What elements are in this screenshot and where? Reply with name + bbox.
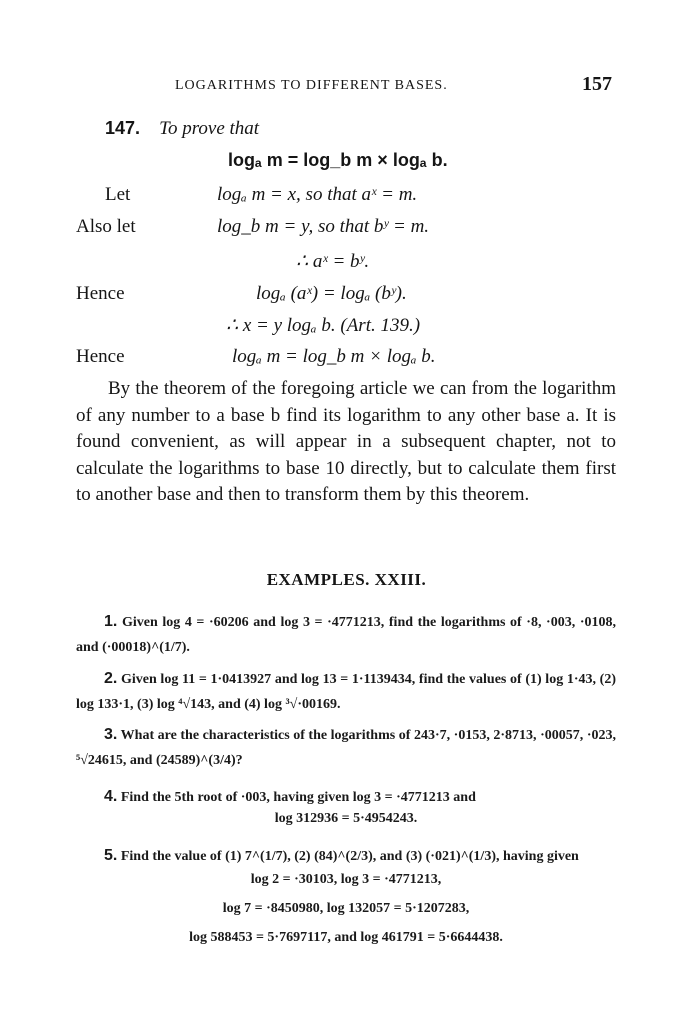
page-header xyxy=(0,73,693,100)
example-5-given-1: log 2 = ·30103, log 3 = ·4771213, xyxy=(250,872,442,887)
proof-label-1: Let xyxy=(105,184,131,205)
examples-heading: EXAMPLES. XXIII. xyxy=(266,570,427,589)
example-number: 3. xyxy=(104,726,118,743)
theorem-text: logₐ m = log_b m × logₐ b. xyxy=(228,150,448,170)
example-text: Find the 5th root of ·003, having given log 3 = ·4771213 and xyxy=(120,790,476,805)
example-text: Find the value of (1) 7^(1/7), (2) (84)^(2/3), and (3) (·021)^(1/3), having given xyxy=(120,849,579,864)
proof-label-6: Hence xyxy=(76,346,125,367)
proof-math-4: logₐ (aˣ) = logₐ (bʸ). xyxy=(256,283,407,304)
article-intro: To prove that xyxy=(159,118,260,139)
proof-label-4: Hence xyxy=(76,283,125,304)
example-5-given-2: log 7 = ·8450980, log 132057 = 5·1207283, xyxy=(222,901,470,916)
proof-math-2: log_b m = y, so that bʸ = m. xyxy=(217,216,430,237)
article-number: 147. xyxy=(105,118,141,138)
example-text: Given log 11 = 1·0413927 and log 13 = 1·1139434, find the values of (1) log 1·43, (2) log 133·1, (3) log ⁴√143, and (4) log ³√·00169. xyxy=(76,672,616,712)
proof-math-6: logₐ m = log_b m × logₐ b. xyxy=(232,346,436,367)
theorem-statement xyxy=(228,150,448,171)
article-heading xyxy=(105,118,259,140)
body-paragraph: By the theorem of the foregoing article we can from the logarithm of any number to a base b find its logarithm to any other base a. It is found convenient, as will appear in a subsequent chapter, not to calculate the logarithms to base 10 directly, but to calculate them first to another base and then to transform them by this theorem. xyxy=(76,378,616,505)
example-number: 5. xyxy=(104,847,118,864)
proof-math-1: logₐ m = x, so that aˣ = m. xyxy=(217,184,418,205)
example-number: 2. xyxy=(104,670,118,687)
example-number: 1. xyxy=(104,613,118,630)
proof-math-5: ∴ x = y logₐ b. (Art. 139.) xyxy=(226,315,421,336)
proof-label-2: Also let xyxy=(76,216,136,237)
example-item xyxy=(76,609,616,660)
page-number: 157 xyxy=(582,73,612,95)
example-4-continuation: log 312936 = 5·4954243. xyxy=(274,811,418,826)
example-text: Given log 4 = ·60206 and log 3 = ·4771213, find the logarithms of ·8, ·003, ·0108, and (·00018)^(1/7). xyxy=(76,615,617,655)
example-item xyxy=(76,843,616,869)
example-item xyxy=(76,722,616,773)
example-number: 4. xyxy=(104,788,118,805)
example-5-given-3: log 588453 = 5·7697117, and log 461791 = 5·6644438. xyxy=(189,930,503,945)
example-item xyxy=(76,784,616,810)
proof-math-3: ∴ aˣ = bʸ. xyxy=(296,251,370,272)
example-item xyxy=(76,666,616,717)
running-title: LOGARITHMS TO DIFFERENT BASES. xyxy=(175,78,448,93)
example-text: What are the characteristics of the logarithms of 243·7, ·0153, 2·8713, ·00057, ·023, ⁵√24615, and (24589)^(3/4)? xyxy=(76,728,616,768)
